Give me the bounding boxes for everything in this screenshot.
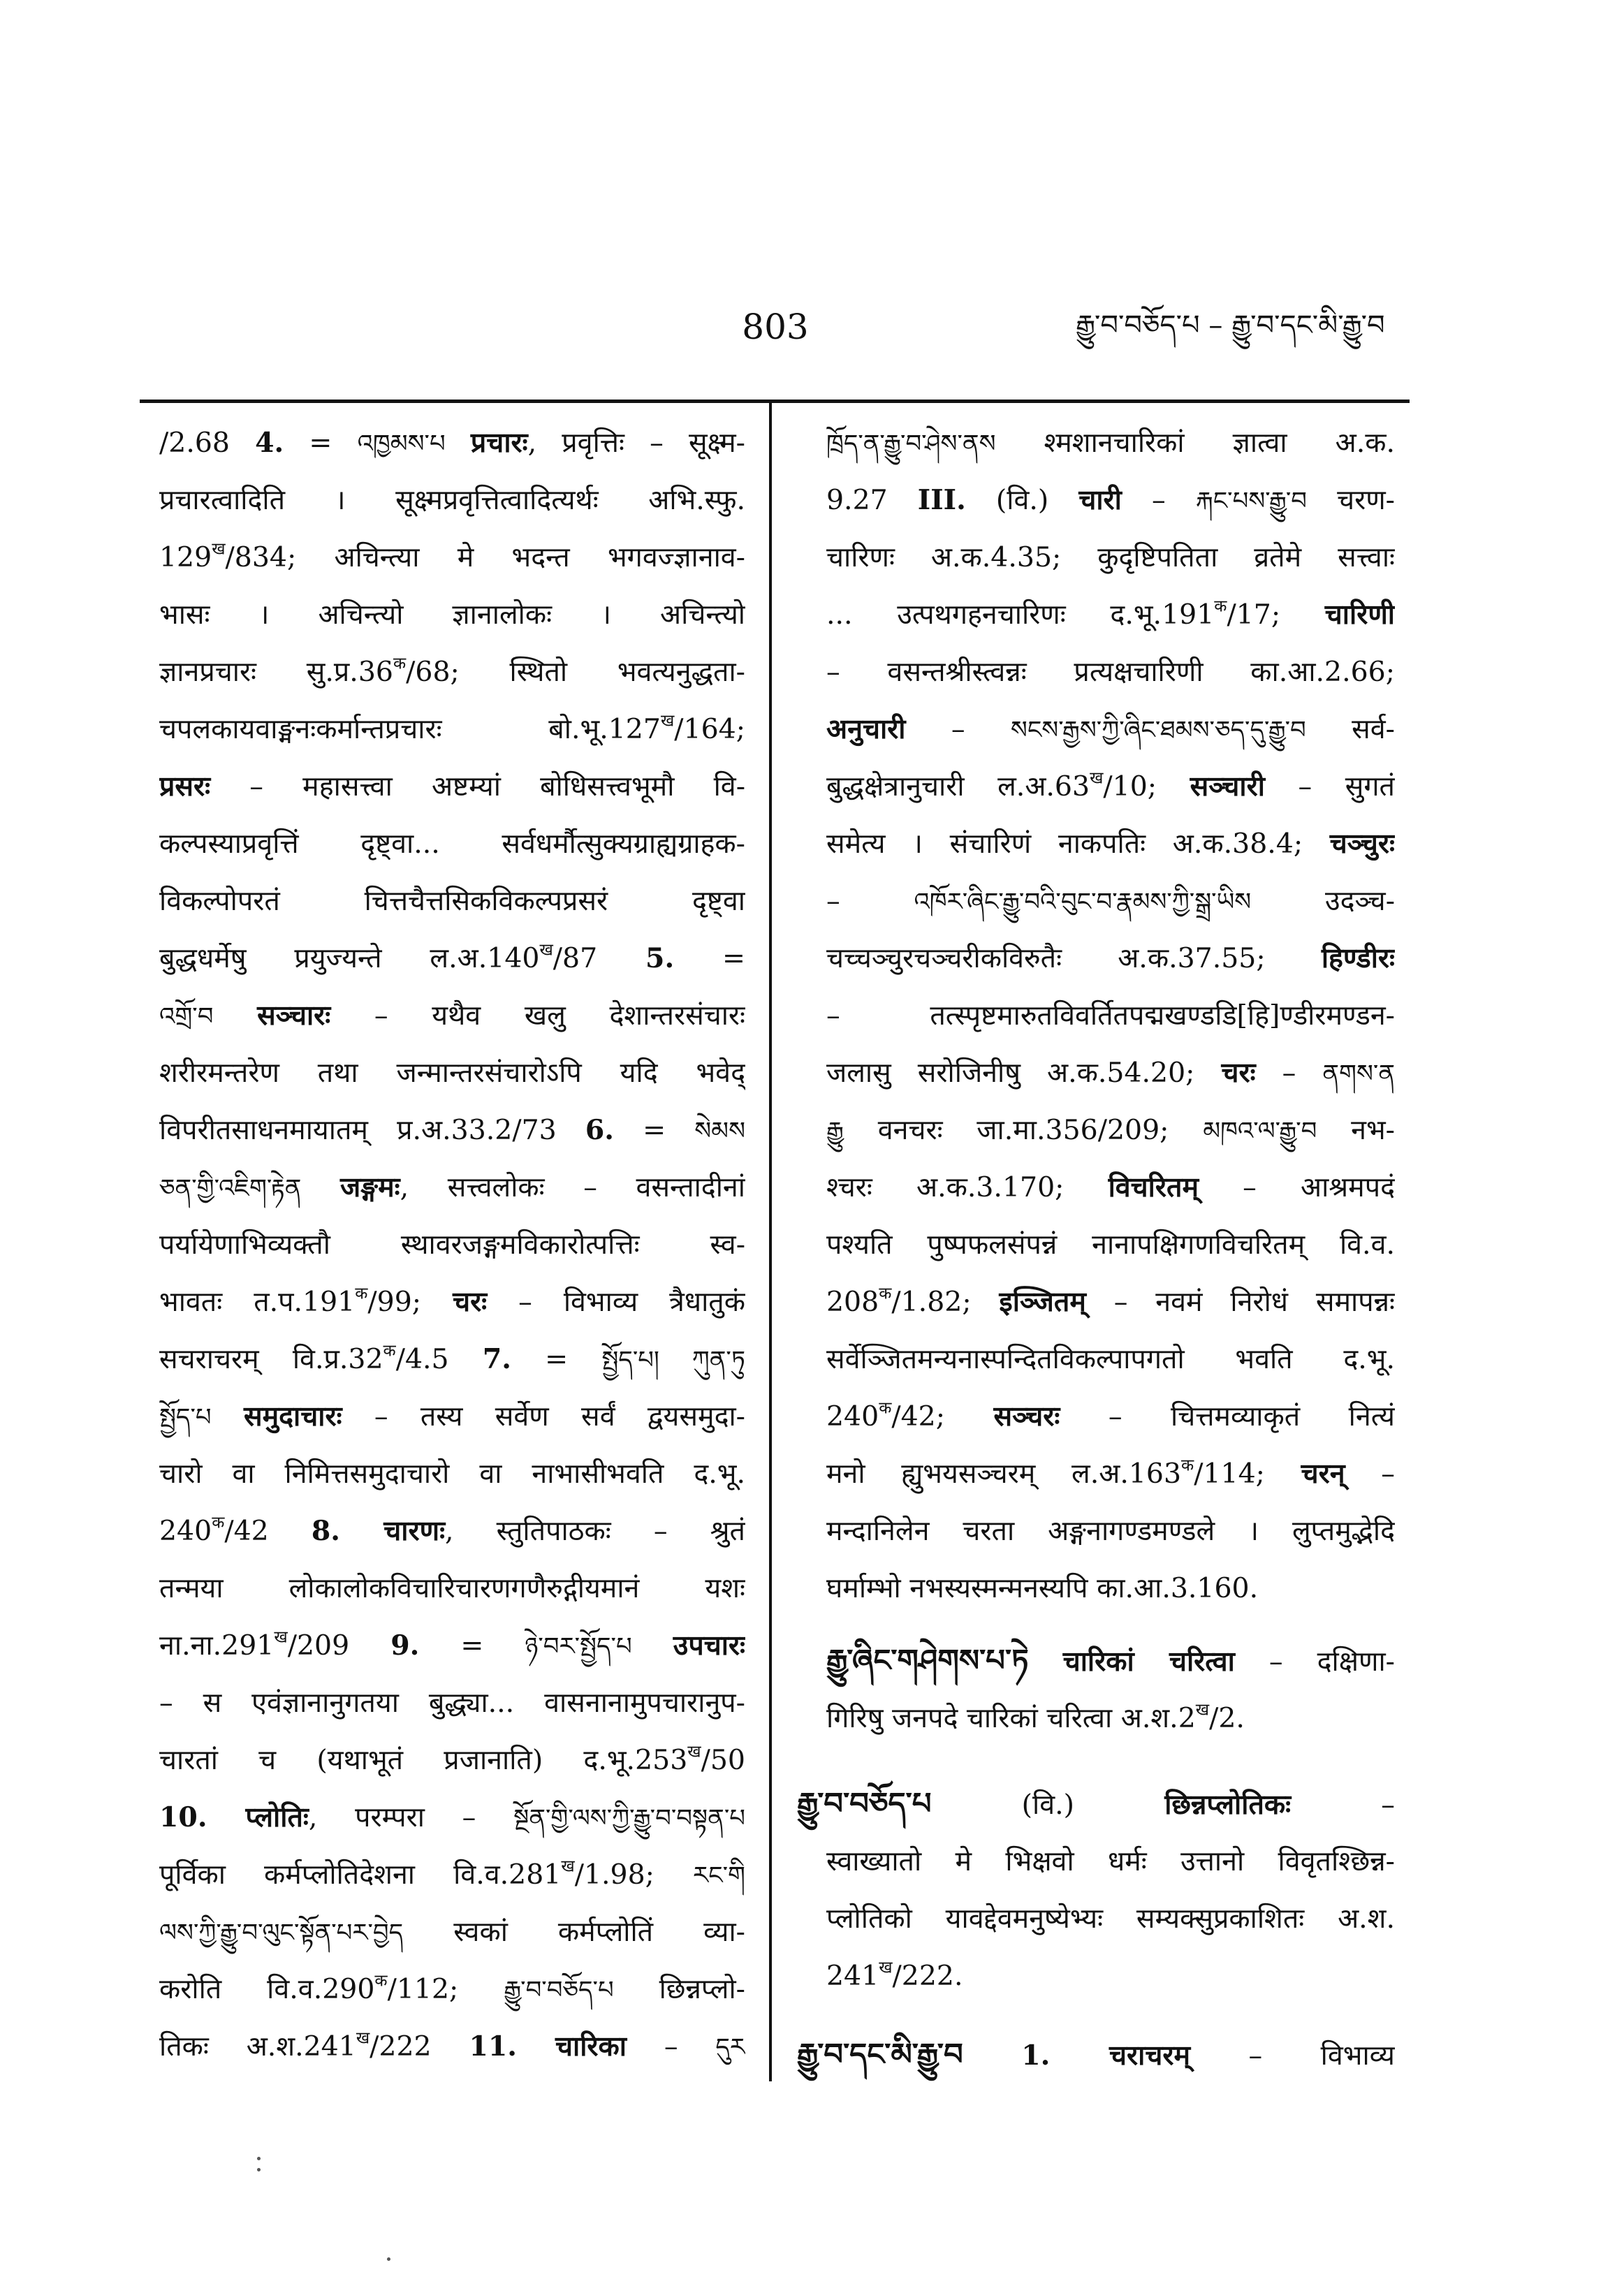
- text-run: स्वाख्यातो मे भिक्षवो धर्मः उत्तानो विवृतश्छिन्न-: [826, 1845, 1395, 1877]
- text-line: [159, 1502, 745, 1560]
- text-run: चारो वा निमित्तसमुदाचारो वा नाभासीभवति द.भू.: [159, 1458, 745, 1490]
- text-line: [826, 1632, 1395, 1690]
- text-run: [1029, 1646, 1063, 1678]
- text-run: /209: [287, 1629, 391, 1662]
- text-run: [632, 1629, 673, 1662]
- text-run: – विभाव्य: [1190, 2039, 1395, 2072]
- right-column: [797, 414, 1395, 2083]
- folio-side-marker: ख: [1090, 768, 1104, 788]
- folio-side-marker: क: [879, 1283, 892, 1303]
- bold-term: चारिकां चरित्वा: [1062, 1646, 1235, 1678]
- bold-term: 10. प्लोतिः: [159, 1801, 309, 1833]
- text-run: =: [674, 942, 745, 974]
- folio-side-marker: ख: [660, 710, 675, 731]
- text-line: [826, 1388, 1395, 1445]
- folio-side-marker: क: [212, 1512, 225, 1532]
- bold-term: प्रचारः: [470, 427, 528, 459]
- folio-side-marker: ख: [879, 1957, 893, 1977]
- text-run: नभ-: [1317, 1114, 1395, 1146]
- text-run: मन्दानिलेन चरता अङ्गनागण्डमण्डले । लुप्तमुद्भेदि: [826, 1515, 1395, 1547]
- text-line: [826, 1331, 1395, 1388]
- text-run: तन्मया लोकालोकविचारिचारणगणैरुद्गीयमानं यशः: [159, 1572, 745, 1604]
- text-run: [213, 999, 257, 1032]
- text-line: [826, 930, 1395, 987]
- text-run: विपरीतसाधनमायातम् प्र.अ.33.2/73: [159, 1114, 585, 1146]
- bold-term: समुदाचारः: [243, 1400, 342, 1433]
- tibetan-headword: རྒྱུ་བ་དང་མི་རྒྱུ་བ: [797, 2037, 963, 2072]
- text-run: चरण-: [1307, 484, 1395, 516]
- text-run: /99;: [367, 1286, 453, 1318]
- tibetan-text: རྒྱུ་བ་བཅོད་པ: [504, 1976, 614, 2005]
- tibetan-text: སྔོན་གྱི་ལས་ཀྱི་རྒྱུ་བ་བསྟན་པ: [513, 1804, 745, 1833]
- text-run: – स एवंज्ञानानुगतया बुद्ध्या... वासनानामुपचारानुप-: [159, 1687, 745, 1719]
- text-line: [159, 1273, 745, 1331]
- folio-side-marker: क: [355, 1283, 368, 1303]
- text-run: सर्वेञ्जितमन्यनास्पन्दितविकल्पापगतो भवति द.भू.: [826, 1343, 1395, 1375]
- text-line: [826, 758, 1395, 815]
- dictionary-entry: [826, 1632, 1395, 1747]
- text-run: =: [614, 1114, 695, 1146]
- tibetan-headword: རྒྱུ་ཞིང་གཤེགས་པ་ཏེ: [826, 1643, 1029, 1678]
- text-line: [826, 1833, 1395, 1890]
- text-run: /114;: [1194, 1458, 1301, 1490]
- text-run: श्मशानचारिकां ज्ञात्वा अ.क.: [995, 427, 1395, 459]
- text-line: [826, 1044, 1395, 1101]
- text-run: /42;: [891, 1400, 994, 1433]
- text-run: /1.82;: [891, 1286, 1000, 1318]
- tibetan-text: རྒྱུ: [826, 1117, 844, 1145]
- dictionary-entry: [826, 414, 1395, 1617]
- text-line: [159, 529, 745, 586]
- text-run: /42: [224, 1515, 312, 1547]
- text-line: [826, 643, 1395, 701]
- text-run: [963, 2039, 1021, 2072]
- text-line: [159, 758, 745, 815]
- tibetan-text: རང་གི: [693, 1861, 745, 1890]
- text-run: सर्व-: [1305, 713, 1395, 745]
- text-run: – विभाव्य त्रैधातुकं: [487, 1286, 745, 1318]
- text-run: – सुगतं: [1264, 770, 1395, 803]
- text-run: /87: [553, 942, 646, 974]
- text-run: 241: [826, 1960, 879, 1992]
- text-run: /164;: [674, 713, 745, 745]
- text-run: – महासत्त्वा अष्टम्यां बोधिसत्त्वभूमौ वि-: [210, 770, 745, 803]
- bold-term: प्रसरः: [159, 770, 211, 803]
- text-run: चारिणः अ.क.4.35; कुदृष्टिपतिता व्रतेमे सत्त्वाः: [826, 541, 1395, 573]
- text-line: [826, 815, 1395, 872]
- text-run: [446, 427, 471, 459]
- bold-term: 1. चराचरम्: [1021, 2039, 1191, 2072]
- bold-term: चारी: [1078, 484, 1122, 516]
- bold-term: विचरितम्: [1108, 1171, 1199, 1203]
- folio-side-marker: ख: [561, 1856, 575, 1876]
- bold-term: 5.: [645, 942, 675, 974]
- text-run: –: [1345, 1458, 1395, 1490]
- text-line: [159, 1789, 745, 1846]
- text-line: [826, 1159, 1395, 1216]
- text-run: – वसन्तश्रीस्त्वन्नः प्रत्यक्षचारिणी का.आ.2.66;: [826, 656, 1395, 688]
- scan-speck: [387, 2257, 390, 2261]
- text-run: श्चरः अ.क.3.170;: [826, 1171, 1109, 1203]
- text-run: /2.68: [159, 427, 256, 459]
- folio-side-marker: क: [383, 1340, 396, 1361]
- text-run: /2.: [1209, 1702, 1245, 1734]
- text-run: विकल्पोपरतं चित्तचैत्तसिकविकल्पप्रसरं दृष्ट्वा: [159, 885, 745, 917]
- bold-term: सञ्चारः: [257, 999, 331, 1032]
- text-line: [159, 987, 745, 1044]
- text-run: –: [1255, 1057, 1323, 1089]
- header-rule: [140, 400, 1410, 403]
- column-divider: [769, 402, 772, 2081]
- text-line: [826, 1273, 1395, 1331]
- text-run: चच्चञ्चुरचञ्चरीकविरुतैः अ.क.37.55;: [826, 942, 1322, 974]
- text-run: 9.27: [826, 484, 918, 516]
- text-line: [159, 1101, 745, 1159]
- bold-term: चञ्चुरः: [1329, 828, 1395, 860]
- text-run: – तत्स्पृष्टमारुतविवर्तितपद्मखण्डडि[हि]ण्डीरमण्डन-: [826, 999, 1395, 1032]
- scan-speck: [257, 2157, 261, 2160]
- folio-side-marker: ख: [539, 939, 553, 960]
- text-run: –: [1291, 1789, 1395, 1821]
- text-line: [797, 2026, 1395, 2083]
- text-line: [826, 414, 1395, 471]
- folio-side-marker: क: [1214, 596, 1227, 616]
- bold-term: उपचारः: [673, 1629, 745, 1662]
- text-run: प्लोतिको यावद्देवमनुष्येभ्यः सम्यक्सुप्रकाशितः अ.श.: [826, 1903, 1395, 1935]
- tibetan-text: སེམས: [694, 1117, 745, 1145]
- text-line: [159, 1044, 745, 1101]
- page-number: 803: [742, 307, 809, 347]
- folio-side-marker: क: [879, 1398, 892, 1418]
- text-run: चारतां च (यथाभूतं प्रजानाति) द.भू.253: [159, 1744, 688, 1776]
- text-run: =: [511, 1343, 602, 1375]
- bold-term: सञ्चारी: [1190, 770, 1265, 803]
- text-run: 129: [159, 541, 212, 573]
- tibetan-text: རྐང་པས་རྒྱུ་བ: [1195, 487, 1307, 515]
- text-run: [212, 1400, 244, 1433]
- text-run: ना.ना.291: [159, 1629, 275, 1662]
- text-run: 240: [826, 1400, 879, 1433]
- text-line: [159, 1560, 745, 1617]
- bold-term: छिन्नप्लोतिकः: [1164, 1789, 1292, 1821]
- folio-side-marker: ख: [687, 1741, 701, 1761]
- text-line: [159, 414, 745, 471]
- bold-term: 11. चारिका: [469, 2030, 627, 2063]
- text-run: तिकः अ.श.241: [159, 2030, 356, 2063]
- text-run: –: [905, 713, 1011, 745]
- text-run: /4.5: [395, 1343, 483, 1375]
- text-run: गिरिषु जनपदे चारिकां चरित्वा अ.श.2: [826, 1702, 1196, 1734]
- text-line: [826, 1947, 1395, 2005]
- text-run: प्रचारत्वादिति । सूक्ष्मप्रवृत्तित्वादित्यर्थः अभि.स्फु.: [159, 484, 745, 516]
- tibetan-text: སྤྱོད་པ: [159, 1403, 212, 1432]
- text-run: =: [419, 1629, 525, 1662]
- text-run: /112;: [387, 1973, 504, 2005]
- tibetan-text: ལས་ཀྱི་རྒྱུ་བ་ལུང་སྟོན་པར་བྱེད: [159, 1919, 404, 1947]
- text-line: [826, 701, 1395, 758]
- text-run: भावतः त.प.191: [159, 1286, 356, 1318]
- bold-term: 8. चारणः: [311, 1515, 446, 1547]
- bold-term: III.: [917, 484, 966, 516]
- text-run: /68; स्थितो भवत्यनुद्धता-: [406, 656, 745, 688]
- tibetan-text: དུར: [715, 2033, 745, 2062]
- text-run: /17;: [1227, 599, 1325, 631]
- text-line: [159, 643, 745, 701]
- text-run: – नवमं निरोधं समापन्नः: [1085, 1286, 1395, 1318]
- text-run: पर्यायेणाभिव्यक्तौ स्थावरजङ्गमविकारोत्पत्तिः स्व-: [159, 1229, 745, 1261]
- text-line: [159, 930, 745, 987]
- tibetan-text: འགྲོ་བ: [159, 1002, 214, 1031]
- text-line: [826, 1216, 1395, 1273]
- text-run: करोति वि.व.290: [159, 1973, 375, 2005]
- text-line: [826, 1502, 1395, 1560]
- tibetan-headword: རྒྱུ་བ་བཅོད་པ: [797, 1786, 932, 1822]
- text-run: , स्तुतिपाठकः – श्रुतं: [445, 1515, 745, 1547]
- text-run: पूर्विका कर्मप्लोतिदेशना वि.व.281: [159, 1859, 562, 1891]
- text-line: [826, 987, 1395, 1044]
- text-line: [826, 471, 1395, 529]
- text-line: [159, 2018, 745, 2075]
- left-column: [159, 414, 745, 2075]
- bold-term: 9.: [390, 1629, 420, 1662]
- bold-term: चारिणी: [1324, 599, 1395, 631]
- text-line: [159, 815, 745, 872]
- bold-term: सञ्चरः: [993, 1400, 1060, 1433]
- text-line: [159, 701, 745, 758]
- text-run: ... उत्पथगहनचारिणः द.भू.191: [826, 599, 1215, 631]
- text-line: [159, 1331, 745, 1388]
- tibetan-text: མཁའ་ལ་རྒྱུ་བ: [1203, 1117, 1317, 1145]
- tibetan-text: ཉེ་བར་སྤྱོད་པ: [525, 1632, 632, 1661]
- bold-term: चरन्: [1301, 1458, 1345, 1490]
- text-run: /222: [370, 2030, 469, 2063]
- text-run: /1.98;: [574, 1859, 694, 1891]
- text-line: [159, 1903, 745, 1961]
- text-run: /50: [701, 1744, 745, 1776]
- tibetan-text: འཁྱམས་པ: [357, 430, 446, 458]
- text-run: – यथैव खलु देशान्तरसंचारः: [330, 999, 745, 1032]
- text-run: 240: [159, 1515, 212, 1547]
- bold-term: 6.: [585, 1114, 614, 1146]
- text-line: [159, 586, 745, 643]
- text-line: [159, 1388, 745, 1445]
- text-run: /222.: [892, 1960, 963, 1992]
- text-line: [159, 1674, 745, 1731]
- text-run: – तस्य सर्वेण सर्वं द्वयसमुदा-: [342, 1400, 745, 1433]
- text-line: [159, 1617, 745, 1674]
- text-run: पश्यति पुष्पफलसंपन्नं नानापक्षिगणविचरितम् वि.व.: [826, 1229, 1395, 1261]
- text-run: बुद्धक्षेत्रानुचारी ल.अ.63: [826, 770, 1090, 803]
- folio-side-marker: ख: [274, 1627, 288, 1647]
- tibetan-text: སྤྱོད་པ། ཀུན་ཏུ: [601, 1346, 745, 1375]
- text-run: शरीरमन्तरेण तथा जन्मान्तरसंचारोऽपि यदि भवेद्: [159, 1057, 745, 1089]
- bold-term: चरः: [1221, 1057, 1256, 1089]
- bold-term: 4.: [255, 427, 284, 459]
- bold-term: चरः: [453, 1286, 488, 1318]
- text-run: सचराचरम् वि.प्र.32: [159, 1343, 383, 1375]
- text-run: उदञ्च-: [1251, 885, 1395, 917]
- folio-side-marker: क: [374, 1970, 388, 1991]
- tibetan-text: ནགས་ན: [1322, 1060, 1395, 1088]
- folio-side-marker: ख: [1195, 1699, 1210, 1720]
- text-line: [826, 872, 1395, 930]
- text-run: वनचरः जा.मा.356/209;: [843, 1114, 1204, 1146]
- text-run: भासः । अचिन्त्यो ज्ञानालोकः । अचिन्त्यो: [159, 599, 745, 631]
- text-line: [159, 872, 745, 930]
- text-line: [826, 529, 1395, 586]
- text-line: [826, 1560, 1395, 1617]
- text-line: [159, 1159, 745, 1216]
- text-run: (वि.): [965, 484, 1079, 516]
- scan-speck: [257, 2168, 261, 2171]
- tibetan-text: འཁོར་ཞིང་རྒྱུ་བའི་བུང་བ་རྣམས་ཀྱི་སྒྲ་ཡིས: [914, 888, 1252, 916]
- tibetan-text: ཁྲོད་ན་རྒྱུ་བ་ཤེས་ནས: [826, 430, 996, 458]
- bold-term: जङ्गमः: [339, 1171, 400, 1203]
- text-line: [159, 1961, 745, 2018]
- tibetan-text: ཅན་གྱི་འཇིག་རྟེན: [159, 1174, 302, 1203]
- text-run: घर्माम्भो नभस्यस्मन्मनस्यपि का.आ.3.160.: [826, 1572, 1259, 1604]
- text-run: – दक्षिणा-: [1234, 1646, 1395, 1678]
- text-line: [826, 1101, 1395, 1159]
- text-line: [159, 1216, 745, 1273]
- text-run: – चित्तमव्याकृतं नित्यं: [1060, 1400, 1395, 1433]
- text-run: चपलकायवाङ्मनःकर्मान्तप्रचारः बो.भू.127: [159, 713, 661, 745]
- text-run: –: [1121, 484, 1196, 516]
- folio-side-marker: ख: [212, 539, 226, 559]
- text-run: ज्ञानप्रचारः सु.प्र.36: [159, 656, 393, 688]
- running-head: རྒྱུ་བ་བཅོད་པ – རྒྱུ་བ་དང་མི་རྒྱུ་བ: [1076, 309, 1385, 342]
- text-run: बुद्धधर्मेषु प्रयुज्यन्ते ल.अ.140: [159, 942, 540, 974]
- text-run: , परम्परा –: [308, 1801, 514, 1833]
- text-line: [159, 1731, 745, 1789]
- bold-term: 7.: [482, 1343, 511, 1375]
- text-line: [159, 1846, 745, 1903]
- text-run: छिन्नप्लो-: [613, 1973, 745, 2005]
- bold-term: इञ्जितम्: [999, 1286, 1086, 1318]
- text-line: [826, 1690, 1395, 1747]
- bold-term: अनुचारी: [826, 713, 906, 745]
- bold-term: हिण्डीरः: [1321, 942, 1395, 974]
- text-run: स्वकां कर्मप्लोतिं व्या-: [403, 1916, 745, 1948]
- text-run: =: [284, 427, 358, 459]
- folio-side-marker: क: [1181, 1455, 1194, 1475]
- text-run: , प्रवृत्तिः – सूक्ष्म-: [527, 427, 745, 459]
- text-run: समेत्य । संचारिणं नाकपतिः अ.क.38.4;: [826, 828, 1330, 860]
- text-run: [301, 1171, 340, 1203]
- tibetan-text: སངས་རྒྱས་ཀྱི་ཞིང་ཐམས་ཅད་དུ་རྒྱུ་བ: [1010, 716, 1306, 745]
- folio-side-marker: क: [393, 653, 407, 673]
- text-line: [826, 586, 1395, 643]
- text-line: [797, 1775, 1395, 1833]
- text-run: (वि.): [931, 1789, 1165, 1821]
- text-run: –: [826, 885, 914, 917]
- text-run: , सत्त्वलोकः – वसन्तादीनां: [400, 1171, 745, 1203]
- dictionary-entry: [797, 2026, 1395, 2083]
- text-run: मनो ह्युभयसञ्चरम् ल.अ.163: [826, 1458, 1182, 1490]
- text-line: [159, 471, 745, 529]
- folio-side-marker: ख: [356, 2028, 370, 2048]
- text-run: – आश्रमपदं: [1199, 1171, 1395, 1203]
- text-run: –: [626, 2030, 716, 2063]
- text-run: 208: [826, 1286, 879, 1318]
- text-line: [826, 1445, 1395, 1502]
- text-run: /10;: [1103, 770, 1190, 803]
- dictionary-entry: [797, 1775, 1395, 2005]
- text-run: /834; अचिन्त्या मे भदन्त भगवज्ज्ञानाव-: [225, 541, 745, 573]
- text-run: कल्पस्याप्रवृत्तिं दृष्ट्वा... सर्वधर्मौत्सुक्यग्राह्यग्राहक-: [159, 828, 745, 860]
- text-run: जलासु सरोजिनीषु अ.क.54.20;: [826, 1057, 1222, 1089]
- text-line: [826, 1890, 1395, 1947]
- text-line: [159, 1445, 745, 1502]
